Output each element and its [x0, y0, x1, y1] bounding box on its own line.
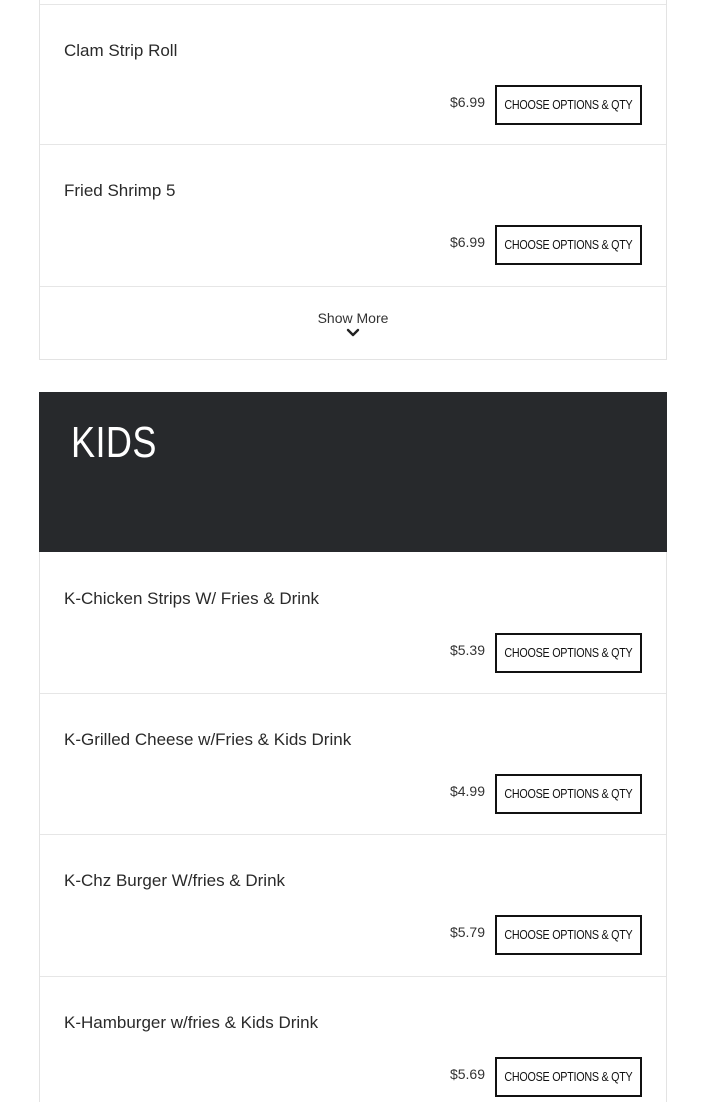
menu-item-price: $4.99	[449, 782, 485, 799]
choose-options-label: CHOOSE OPTIONS & QTY	[504, 98, 633, 112]
menu-item	[40, 694, 666, 836]
previous-category-items	[39, 0, 667, 360]
menu-item-price: $5.39	[449, 642, 485, 658]
choose-options-label: CHOOSE OPTIONS & QTY	[504, 1069, 633, 1084]
menu-item-name: K-Chz Burger W/fries & Drink	[64, 871, 286, 890]
menu-item-name: K-Hamburger w/fries & Kids Drink	[64, 1012, 319, 1032]
choose-options-button[interactable]	[495, 633, 642, 673]
menu-item	[40, 835, 666, 977]
category-title: KIDS	[71, 418, 157, 467]
menu-item-price: $6.99	[449, 234, 485, 250]
show-more-button[interactable]	[40, 287, 666, 359]
menu-item	[40, 977, 666, 1102]
menu-item	[40, 145, 666, 287]
menu-item-price: $5.69	[449, 1065, 485, 1082]
choose-options-button[interactable]	[495, 915, 642, 955]
menu-item	[40, 4, 666, 145]
choose-options-button[interactable]	[495, 774, 642, 814]
menu-item-name: K-Chicken Strips W/ Fries & Drink	[64, 589, 320, 608]
choose-options-label: CHOOSE OPTIONS & QTY	[504, 928, 633, 942]
choose-options-label: CHOOSE OPTIONS & QTY	[504, 786, 633, 801]
choose-options-button[interactable]	[495, 1057, 642, 1097]
kids-category-items	[39, 552, 667, 1102]
category-header-kids	[39, 392, 667, 552]
choose-options-button[interactable]	[495, 85, 642, 125]
choose-options-label: CHOOSE OPTIONS & QTY	[504, 238, 633, 252]
menu-item-price: $5.79	[449, 924, 485, 940]
menu-item-price: $6.99	[449, 94, 485, 110]
menu-item	[40, 552, 666, 694]
choose-options-button[interactable]	[495, 225, 642, 265]
menu-item-name: K-Grilled Cheese w/Fries & Kids Drink	[64, 729, 352, 749]
show-more-label: Show More	[317, 310, 389, 326]
chevron-down-icon	[346, 328, 360, 338]
menu-item-name: Fried Shrimp 5	[64, 181, 176, 200]
menu-item-name: Clam Strip Roll	[64, 41, 178, 60]
choose-options-label: CHOOSE OPTIONS & QTY	[504, 646, 633, 660]
